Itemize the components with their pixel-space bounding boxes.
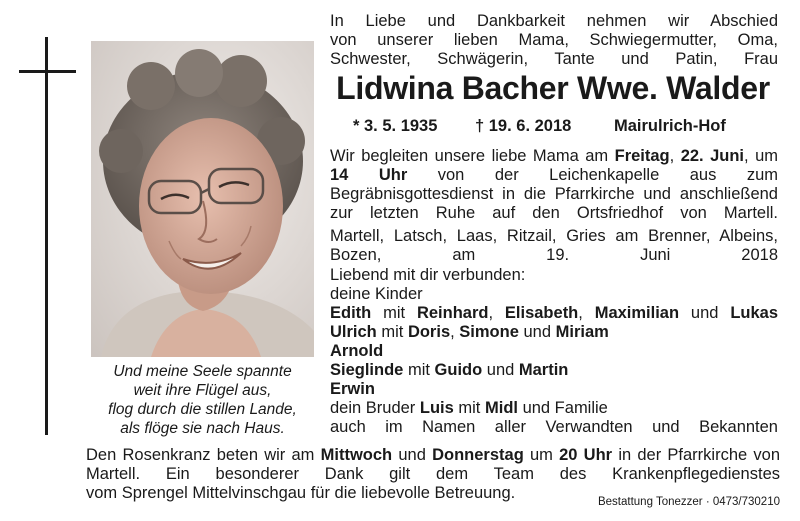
rosary-text (86, 446, 780, 484)
rosary-line: um (523, 446, 560, 464)
funeral-text: , um (744, 147, 778, 165)
partner-name: Reinhard (416, 304, 489, 322)
death-date: † 19. 6. 2018 (475, 117, 572, 135)
grandchild-name: Elisabeth (504, 304, 579, 322)
funeral-announcement (330, 147, 778, 223)
funeral-text: von der Leichenkapelle aus zum Begräbnisgottesdienst in die Pfarrkirche und anschließend zur letzten Ruhe auf den Ortsfriedhof von Martell. (330, 166, 779, 222)
funeral-date: 22. Juni (680, 147, 745, 165)
child-name: Sieglinde (330, 361, 404, 379)
intro-line: Schwester, Schwägerin, Tante und Patin, Frau (330, 50, 778, 68)
poem-line: flog durch die stillen Lande, (108, 401, 297, 418)
family-text: , (578, 304, 595, 322)
family-heading: Liebend mit dir verbunden: (330, 266, 526, 284)
funeral-time: 14 Uhr (330, 166, 408, 184)
partner-name: Doris (407, 323, 451, 341)
intro-text (330, 12, 778, 69)
family-text: dein Bruder (330, 399, 420, 417)
funeral-text: Wir begleiten unsere liebe Mama am (330, 147, 615, 165)
grandchild-name: Martin (518, 361, 569, 379)
child-name: Ulrich (330, 323, 377, 341)
farm-name: Mairulrich-Hof (614, 117, 726, 135)
family-text: , (488, 304, 505, 322)
portrait-photo (91, 41, 314, 357)
family-text: und (518, 323, 556, 341)
places-and-date: Martell, Latsch, Laas, Ritzail, Gries am Brenner, Albeins, Bozen, am 19. Juni 2018 (330, 227, 778, 264)
family-closing: auch im Namen aller Verwandten und Bekannten (330, 418, 778, 436)
family-text: und Familie (517, 399, 608, 417)
family-list (330, 266, 778, 437)
family-text: mit (453, 399, 485, 417)
intro-line: In Liebe und Dankbarkeit nehmen wir Abschied (330, 12, 778, 30)
rosary-time: 20 Uhr (559, 446, 613, 464)
rosary-line: und (392, 446, 433, 464)
grandchild-name: Simone (459, 323, 519, 341)
poem-line: Und meine Seele spannte (113, 363, 292, 380)
grandchild-name: Maximilian (594, 304, 680, 322)
poem-line: als flöge sie nach Haus. (120, 420, 285, 437)
child-name: Erwin (330, 380, 375, 398)
poem-line: weit ihre Flügel aus, (133, 382, 272, 399)
thanks-line: vom Sprengel Mittelvinschgau für die liebevolle Betreuung. (86, 484, 516, 502)
child-name: Arnold (330, 342, 384, 360)
family-line (330, 399, 778, 418)
family-line (330, 323, 778, 342)
children-label: deine Kinder (330, 285, 423, 303)
grandchild-name: Lukas (730, 304, 778, 322)
funeral-day: Freitag (614, 147, 670, 165)
portrait-image (91, 41, 314, 357)
rosary-line: in der Pfarrkirche von Martell. Ein besonderer Dank gilt dem Team des Krankenpflegedienstes (86, 446, 780, 483)
funeral-text: , (669, 147, 681, 165)
family-text: mit (403, 361, 435, 379)
deceased-name: Lidwina Bacher Wwe. Walder (336, 70, 770, 106)
rosary-day: Donnerstag (432, 446, 524, 464)
family-line (330, 304, 778, 323)
family-text: mit (376, 323, 408, 341)
family-line (330, 342, 778, 361)
brother-name: Luis (419, 399, 454, 417)
family-text: mit (371, 304, 417, 322)
undertaker-credit: Bestattung Tonezzer · 0473/730210 (597, 496, 780, 508)
family-text: , (450, 323, 460, 341)
rosary-line: Den Rosenkranz beten wir am (86, 446, 321, 464)
rosary-day: Mittwoch (320, 446, 393, 464)
family-text: und (482, 361, 519, 379)
family-line (330, 380, 778, 399)
child-name: Edith (330, 304, 372, 322)
partner-name: Midl (484, 399, 518, 417)
grandchild-name: Miriam (555, 323, 609, 341)
poem (80, 362, 325, 438)
intro-line: von unserer lieben Mama, Schwiegermutter, Oma, (330, 31, 778, 49)
family-text: und (679, 304, 731, 322)
partner-name: Guido (434, 361, 483, 379)
family-line (330, 361, 778, 380)
birth-date: * 3. 5. 1935 (353, 117, 438, 135)
